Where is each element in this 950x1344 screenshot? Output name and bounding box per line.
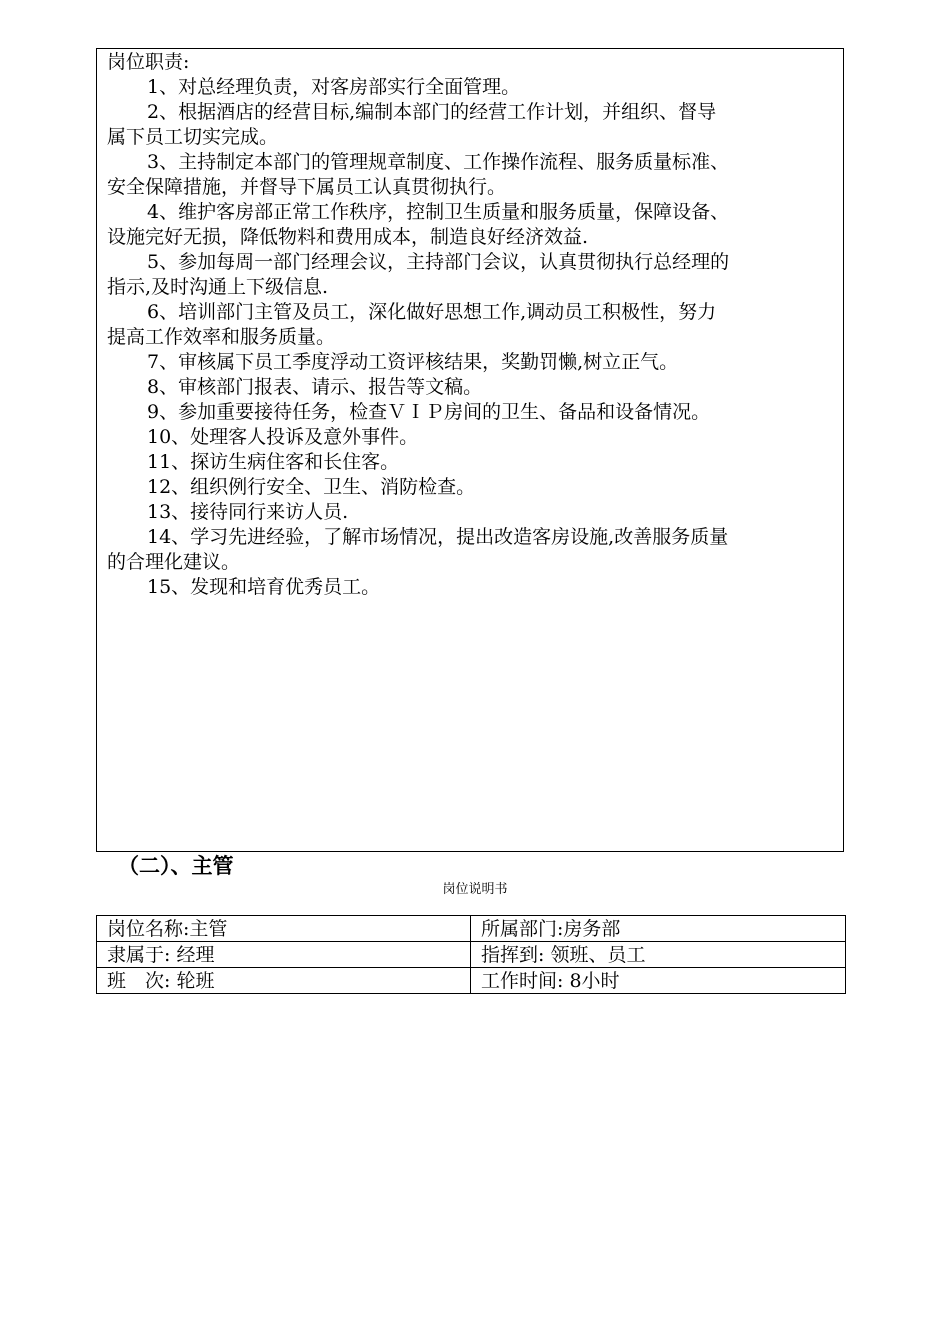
table-cell: 班 次: 轮班 [97, 968, 471, 994]
duty-line: 12、组织例行安全、卫生、消防检查。 [147, 476, 476, 498]
position-info-table [96, 915, 846, 994]
duty-line: 7、审核属下员工季度浮动工资评核结果，奖勤罚懒,树立正气。 [147, 351, 679, 373]
duty-line: 的合理化建议。 [107, 551, 241, 573]
duty-line: 3、主持制定本部门的管理规章制度、工作操作流程、服务质量标准、 [147, 151, 730, 173]
duty-line: 设施完好无损，降低物料和费用成本，制造良好经济效益. [107, 226, 589, 248]
table-cell: 隶属于: 经理 [97, 942, 471, 968]
duty-line: 安全保障措施，并督导下属员工认真贯彻执行。 [107, 176, 507, 198]
table-row [97, 968, 846, 994]
table-row [97, 916, 846, 942]
section-heading: （二）、主管 [118, 854, 234, 878]
duty-line: 1、对总经理负责，对客房部实行全面管理。 [147, 76, 521, 98]
duties-list [107, 75, 833, 600]
duty-line: 2、根据酒店的经营目标,编制本部门的经营工作计划，并组织、督导 [147, 101, 717, 123]
table-cell: 岗位名称:主管 [97, 916, 471, 942]
duties-heading: 岗位职责: [107, 51, 190, 73]
duty-line: 9、参加重要接待任务，检查ＶＩＰ房间的卫生、备品和设备情况。 [147, 401, 711, 423]
document-caption: 岗位说明书 [442, 882, 508, 897]
duty-line: 提高工作效率和服务质量。 [107, 326, 336, 348]
duty-line: 6、培训部门主管及员工，深化做好思想工作,调动员工积极性，努力 [147, 301, 717, 323]
duty-line: 指示,及时沟通上下级信息. [107, 276, 329, 298]
duty-line: 属下员工切实完成。 [107, 126, 279, 148]
duty-line: 13、接待同行来访人员. [147, 501, 349, 523]
table-cell: 工作时间: 8小时 [471, 968, 846, 994]
table-row [97, 942, 846, 968]
duty-line: 10、处理客人投诉及意外事件。 [147, 426, 419, 448]
duty-line: 15、发现和培育优秀员工。 [147, 576, 381, 598]
duty-line: 4、维护客房部正常工作秩序，控制卫生质量和服务质量，保障设备、 [147, 201, 730, 223]
duty-line: 8、审核部门报表、请示、报告等文稿。 [147, 376, 483, 398]
duty-line: 14、学习先进经验，了解市场情况，提出改造客房设施,改善服务质量 [147, 526, 729, 548]
job-duties-box [96, 48, 844, 852]
table-cell: 指挥到: 领班、员工 [471, 942, 846, 968]
table-cell: 所属部门:房务部 [471, 916, 846, 942]
duty-line: 11、探访生病住客和长住客。 [147, 451, 400, 473]
duty-line: 5、参加每周一部门经理会议，主持部门会议，认真贯彻执行总经理的 [147, 251, 730, 273]
